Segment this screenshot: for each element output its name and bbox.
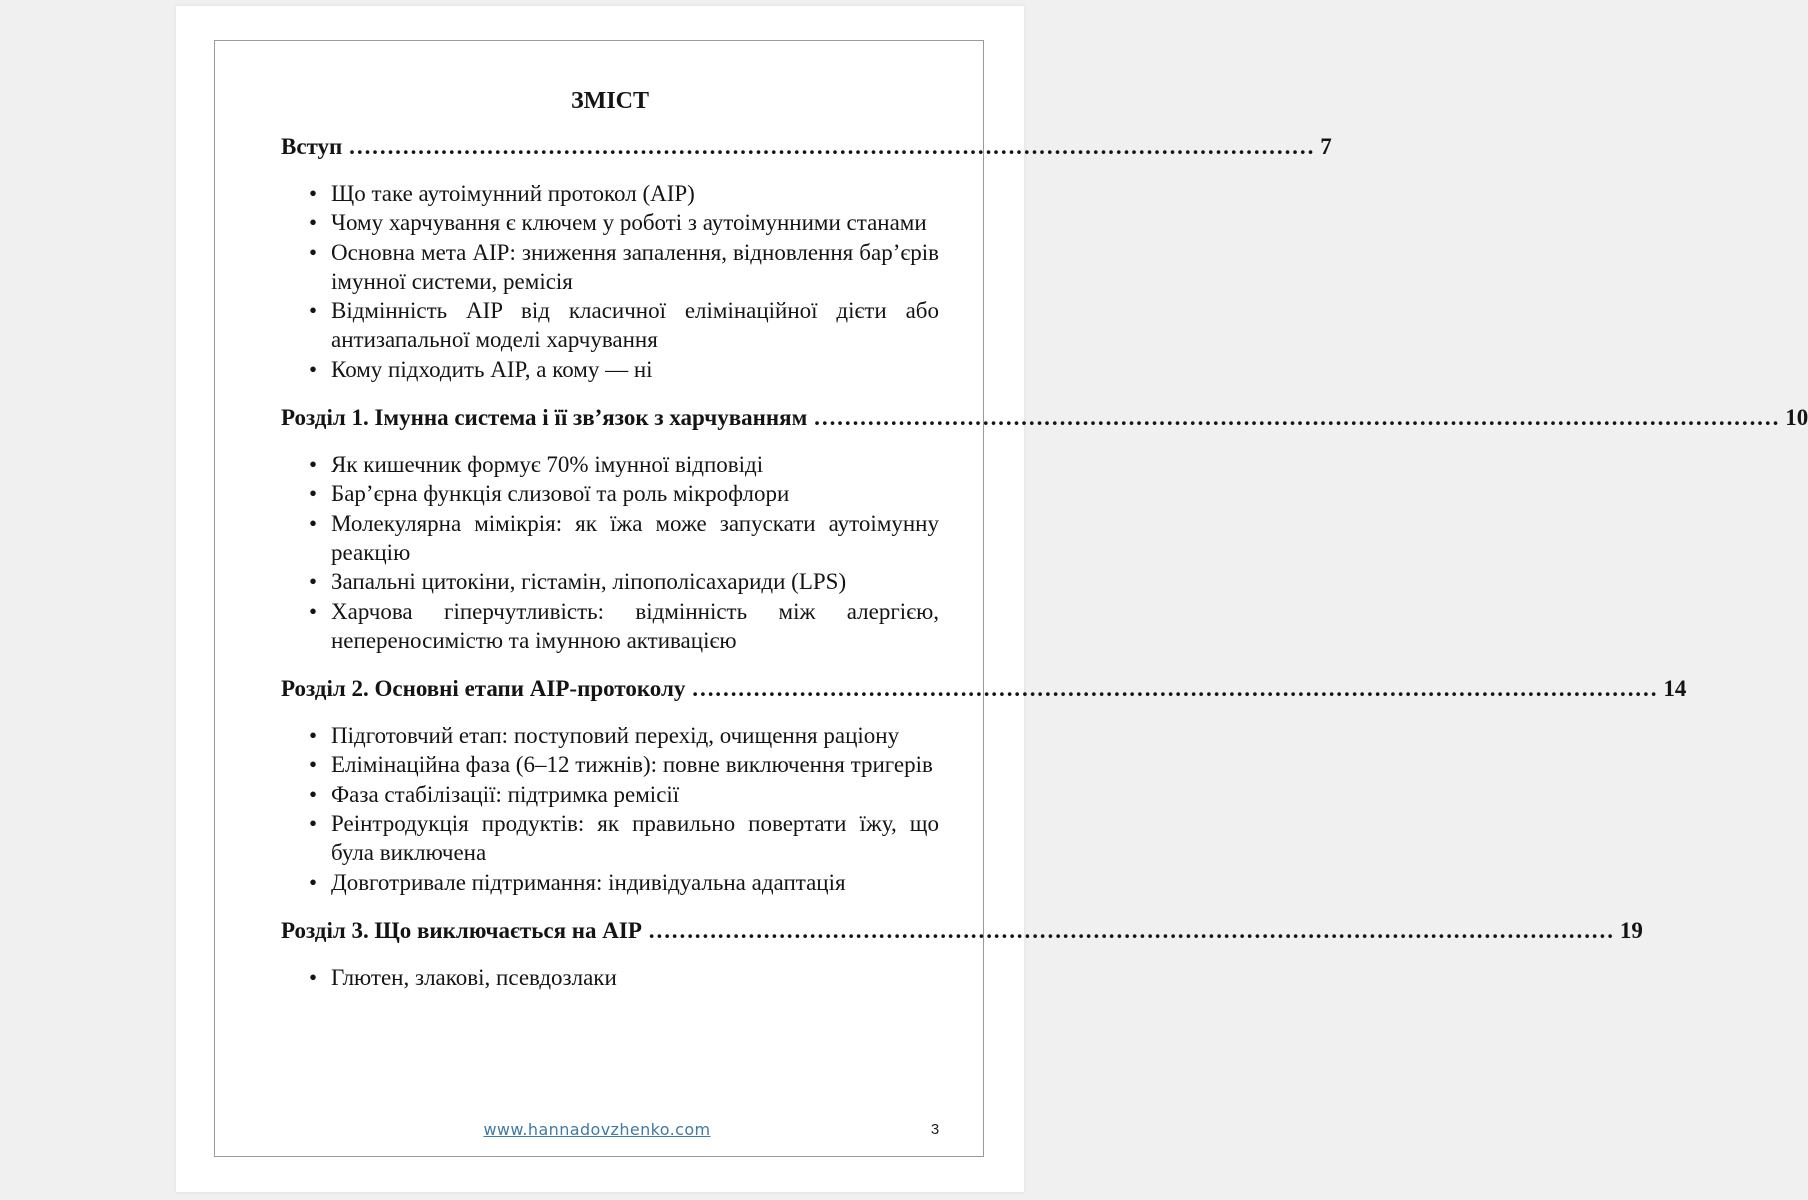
website-link[interactable]: www.hannadovzhenko.com [483, 1120, 711, 1139]
list-item: • Харчова гіперчутливість: відмінність між алергією, непереносимістю та імунною активацією [281, 597, 939, 656]
section-page-number: 7 [1320, 134, 1332, 159]
section-page-number: 14 [1663, 676, 1687, 702]
section-topics [281, 179, 939, 384]
list-item: • Чому харчування є ключем у роботі з аутоімунними станами [281, 208, 939, 237]
section-page-number: 19 [1619, 917, 1643, 943]
section-topics [281, 963, 939, 992]
list-item: • Бар’єрна функція слизової та роль мікрофлори [281, 479, 939, 508]
list-item: • Запальні цитокіни, гістамін, ліпополісахариди (LPS) [281, 567, 939, 596]
dot-leader: ……………………………………………………………………………………………………………… [813, 405, 1780, 431]
list-item: • Довготривале підтримання: індивідуальна адаптація [281, 868, 939, 897]
list-item: • Кому підходить AIP, а кому — ні [281, 355, 939, 384]
toc-section-1 [281, 403, 1808, 655]
list-item: • Як кишечник формує 70% імунної відповіді [281, 450, 939, 479]
section-topics [281, 450, 939, 655]
list-item: • Фаза стабілізації: підтримка ремісії [281, 780, 939, 809]
dot-leader: ……………………………………………………………………………………………………………… [647, 917, 1614, 943]
toc-section-heading[interactable] [281, 132, 1332, 162]
list-item: • Підготовчий етап: поступовий перехід, очищення раціону [281, 721, 939, 750]
table-of-contents [281, 82, 1808, 1011]
dot-leader: ……………………………………………………………………………………………………………… [348, 134, 1315, 159]
list-item: • Що таке аутоімунний протокол (AIP) [281, 179, 939, 208]
list-item: • Реінтродукція продуктів: як правильно повертати їжу, що була виключена [281, 809, 939, 868]
list-item: • Елімінаційна фаза (6–12 тижнів): повне виключення тригерів [281, 750, 939, 779]
section-heading-text: Розділ 2. Основні етапи AIP-протоколу [281, 676, 686, 702]
toc-section-heading[interactable] [281, 916, 1643, 946]
section-page-number: 10 [1785, 405, 1808, 431]
toc-title: ЗМІСТ [571, 88, 649, 114]
toc-section-heading[interactable] [281, 674, 1687, 704]
toc-section-heading[interactable] [281, 403, 1808, 433]
toc-section-intro [281, 132, 1332, 384]
list-item: • Глютен, злакові, псевдозлаки [281, 963, 939, 992]
section-heading-text: Вступ [281, 134, 343, 159]
section-topics [281, 721, 939, 897]
page-number: 3 [930, 1121, 940, 1138]
toc-section-3 [281, 916, 1643, 992]
section-heading-text: Розділ 1. Імунна система і її зв’язок з харчуванням [281, 405, 808, 431]
list-item: • Відмінність AIP від класичної елімінаційної дієти або антизапальної моделі харчування [281, 296, 939, 355]
section-heading-text: Розділ 3. Що виключається на AIP [281, 917, 642, 943]
list-item: • Молекулярна мімікрія: як їжа може запускати аутоімунну реакцію [281, 509, 939, 568]
list-item: • Основна мета AIP: зниження запалення, відновлення бар’єрів імунної системи, ремісія [281, 238, 939, 297]
dot-leader: ……………………………………………………………………………………………………………… [691, 676, 1658, 702]
toc-section-2 [281, 674, 1687, 897]
